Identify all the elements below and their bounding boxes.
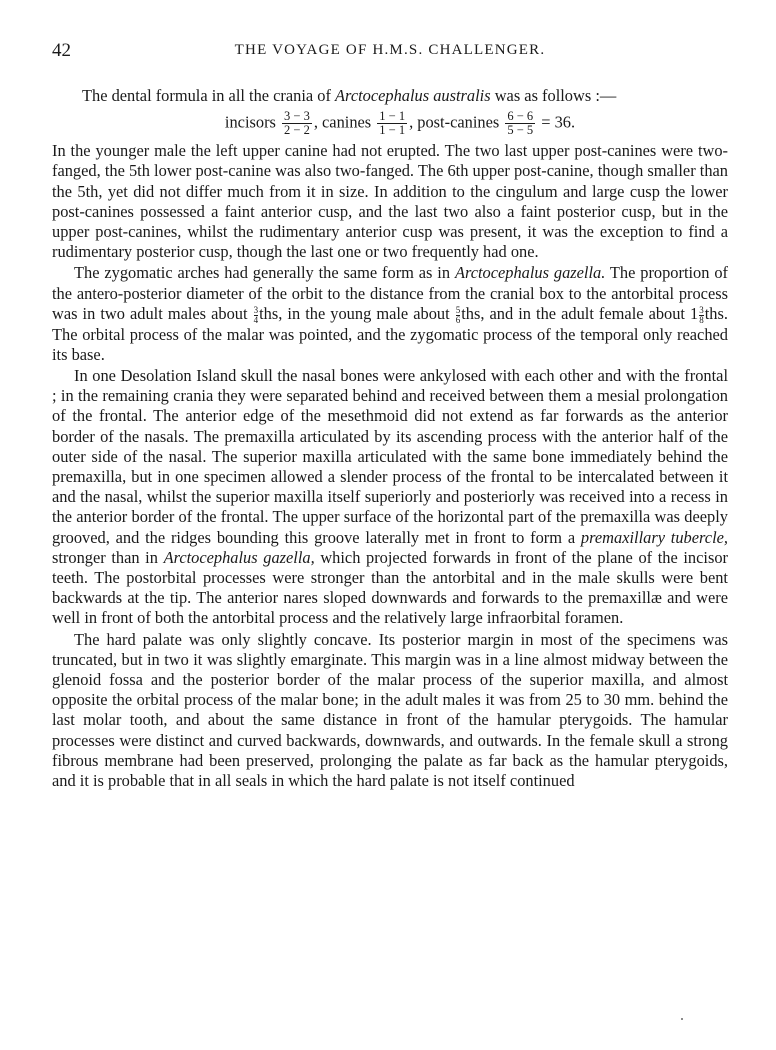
p2-text-d: ths, and in the adult female about 1	[461, 303, 699, 323]
dental-formula-intro	[52, 86, 728, 106]
paragraph-hard-palate: The hard palate was only slightly concave. Its posterior margin in most of the specimens was truncated, but in two it was slightly emarginate. This margin was in a line almost midway between the glenoid fossa and the posterior border of the malar process of the superior maxilla, and almost opposite the orbital process of the malar bone; in the adult males it was from 25 to 30 mm. behind the last molar tooth, and about the same distance in front of the hamular pterygoids. The hamular processes were distinct and curved backwards, downwards, and outwards. In the female skull a strong fibrous membrane had been preserved, prolonging the palate as far back as the hamular pterygoids, and it is probable that in all seals in which the hard palate is not itself continued	[52, 629, 728, 791]
canines-label: , canines	[313, 112, 376, 132]
fraction-denominator: 6	[455, 314, 461, 325]
p2-text-e: ths. The orbital process of the malar was pointed, and the zygomatic process of the temporal only reached its base.	[52, 303, 728, 364]
paragraph-nasal-bones	[52, 366, 728, 629]
running-title: THE VOYAGE OF H.M.S. CHALLENGER.	[234, 42, 546, 58]
postcanines-upper: 6 − 6	[507, 109, 534, 124]
incisors-upper: 3 − 3	[284, 109, 310, 124]
p3-text-b: stronger than in	[52, 547, 164, 567]
canines-fraction	[377, 110, 407, 137]
fraction-three-eighths	[699, 306, 704, 325]
p3-text-a: In one Desolation Island skull the nasal bones were ankylosed with each other and with the frontal ; in the remaining crania they were separated behind and received between them a mesial prolongation of the frontal. The anterior edge of the mesethmoid did not extend as far forwards as the anterior border of the nasals. The premaxilla articulated by its ascending process with the anterior half of the outer side of the nasal. The superior maxilla articulated with the same bone immediately behind the premaxilla, but in one specimen allowed a slender process of the frontal to be intercalated between it and the nasal, whilst the superior maxilla itself superiorly and posteriorly was received into a recess in the anterior border of the frontal. The upper surface of the horizontal part of the premaxilla was deeply grooved, and the ridges bounding this groove laterally met in front to form a	[52, 365, 728, 547]
incisors-fraction	[282, 110, 312, 137]
species-name: Arctocephalus australis	[335, 86, 491, 105]
fraction-denominator: 8	[699, 314, 704, 325]
page-number: 42	[52, 40, 71, 61]
body-text	[52, 86, 728, 791]
fraction-numerator: 3	[699, 304, 704, 315]
fraction-denominator: 4	[253, 314, 259, 325]
p2-text-c: ths, in the young male about	[259, 303, 455, 323]
fraction-numerator: 5	[455, 304, 461, 315]
p3-text-c: which projected forwards in front of the plane of the incisor teeth. The postorbital processes were stronger than the antorbital and in the male skulls were bent backwards at the tip. The anterior nares sloped downwards and forwards to the premaxillæ and were well in front of both the antorbital process and the relatively large infraorbital foramen.	[52, 547, 728, 628]
paragraph-dentition: In the younger male the left upper canine had not erupted. The two last upper post-canines were two-fanged, the 5th lower post-canine was also two-fanged. The 6th upper post-canine, though smaller than the 5th, yet did not differ much from it in size. In addition to the cingulum and large cusp the lower post-canines possessed a faint anterior cusp, and the last two also a faint posterior cusp, but in the upper post-canines, whilst the rudimentary anterior cusp was present, it was the exception to find a rudimentary posterior cusp, though the last one or two frequently had one.	[52, 141, 728, 262]
anatomical-term: premaxillary tubercle,	[580, 527, 728, 547]
page-header	[52, 40, 728, 64]
intro-text: The dental formula in all the crania of	[82, 86, 336, 105]
canines-upper: 1 − 1	[379, 109, 406, 124]
fraction-three-quarters	[254, 306, 259, 325]
incisors-lower: 2 − 2	[284, 123, 310, 138]
species-name: Arctocephalus gazella.	[454, 263, 606, 283]
p2-text-a: The zygomatic arches had generally the same form as in	[74, 263, 455, 283]
print-speck	[681, 1018, 683, 1020]
intro-text-end: was as follows :—	[490, 86, 617, 105]
paragraph-zygomatic	[52, 263, 728, 365]
incisors-label: incisors	[224, 112, 281, 132]
p2-text-b: The proportion of the antero-posterior diameter of the orbit to the distance from the cranial box to the antorbital process was in two adult males about	[52, 263, 728, 323]
postcanines-fraction	[505, 110, 535, 137]
postcanines-label: , post-canines	[409, 112, 504, 132]
fraction-numerator: 3	[253, 304, 259, 315]
dental-formula	[52, 110, 728, 137]
formula-total: = 36.	[537, 112, 576, 132]
canines-lower: 1 − 1	[379, 123, 406, 138]
postcanines-lower: 5 − 5	[507, 123, 534, 138]
fraction-five-sixths	[456, 306, 461, 325]
species-name: Arctocephalus gazella,	[163, 547, 315, 567]
